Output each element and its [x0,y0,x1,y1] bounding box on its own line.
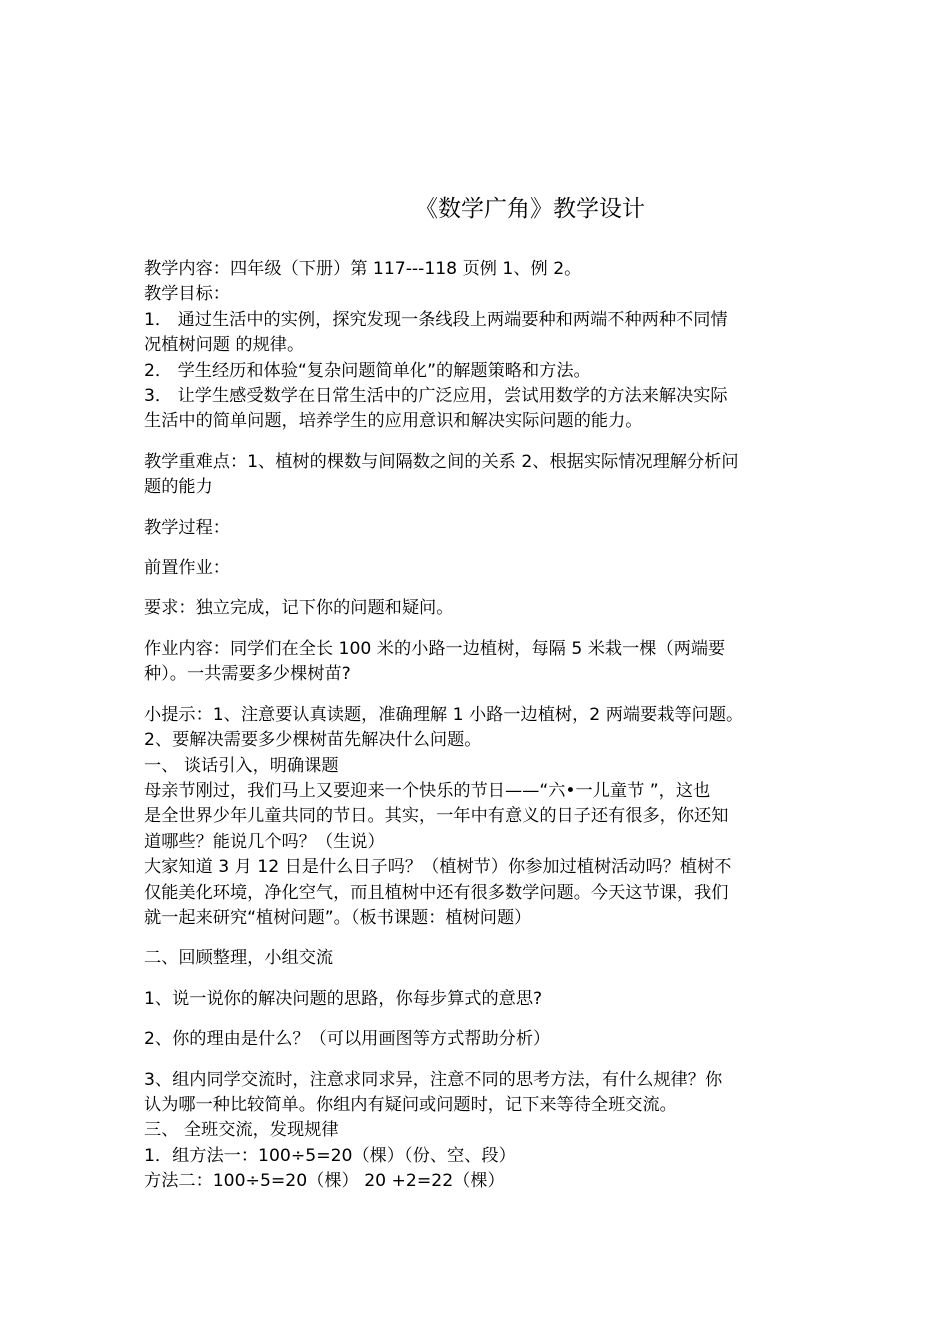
section-1-heading: 一、 谈话引入，明确课题 [144,755,339,776]
goal-1-line-2: 况植树问题 的规律。 [144,335,305,356]
goal-1-line-1: 1． 通过生活中的实例，探究发现一条线段上两端要种和两端不种两种不同情 [144,309,728,330]
requirement-line: 要求：独立完成，记下你的问题和疑问。 [144,598,454,619]
goal-3-line-2: 生活中的简单问题，培养学生的应用意识和解决实际问题的能力。 [144,411,643,432]
section-1-paragraph-1-line-2: 是全世界少年儿童共同的节日。其实，一年中有意义的日子还有很多，你还知 [144,806,729,827]
section-1-paragraph-1-line-3: 道哪些？能说几个吗？（生说） [144,831,385,852]
section-3-heading: 三、 全班交流，发现规律 [144,1120,339,1141]
section-2-heading: 二、回顾整理，小组交流 [144,948,334,969]
homework-line-1: 作业内容：同学们在全长 100 米的小路一边植树，每隔 5 米栽一棵（两端要 [144,638,726,659]
homework-line-2: 种）。一共需要多少棵树苗? [144,664,351,685]
tips-line-1: 小提示：1、注意要认真读题，准确理解 1 小路一边植树，2 两端要栽等问题。 [144,704,744,725]
process-heading: 教学过程： [144,517,230,538]
section-1-paragraph-2-line-1: 大家知道 3 月 12 日是什么日子吗？（植树节）你参加过植树活动吗？植树不 [144,857,732,878]
section-1-paragraph-2-line-2: 仅能美化环境，净化空气，而且植树中还有很多数学问题。今天这节课，我们 [144,882,729,903]
key-points-line-1: 教学重难点：1、植树的棵数与间隔数之间的关系 2、根据实际情况理解分析问 [144,451,739,472]
teaching-goals-heading: 教学目标： [144,284,230,305]
key-points-line-2: 题的能力 [144,477,213,498]
goal-3-line-1: 3． 让学生感受数学在日常生活中的广泛应用，尝试用数学的方法来解决实际 [144,386,728,407]
document-body [144,257,810,1195]
tips-line-2: 2、要解决需要多少棵树苗先解决什么问题。 [144,730,482,751]
prework-heading: 前置作业： [144,558,230,579]
section-2-question-2: 2、你的理由是什么？（可以用画图等方式帮助分析） [144,1029,551,1050]
section-1-paragraph-2-line-3: 就一起来研究“植树问题”。（板书课题：植树问题） [144,907,532,928]
document-title: 《数学广角》教学设计 [415,196,645,222]
section-2-question-3-line-1: 3、组内同学交流时，注意求同求异，注意不同的思考方法，有什么规律？你 [144,1069,723,1090]
teaching-content-line: 教学内容：四年级（下册）第 117---118 页例 1、例 2。 [144,259,582,279]
section-1-paragraph-1-line-1: 母亲节刚过，我们马上又要迎来一个快乐的节日——“六•一儿童节 ”，这也 [144,780,711,801]
section-2-question-1: 1、说一说你的解决问题的思路，你每步算式的意思? [144,988,543,1009]
method-1-line: 1．组方法一：100÷5=20（棵）（份、空、段） [144,1145,516,1166]
method-2-line: 方法二：100÷5=20（棵） 20 +2=22（棵） [144,1171,505,1192]
section-2-question-3-line-2: 认为哪一种比较简单。你组内有疑问或问题时，记下来等待全班交流。 [144,1094,677,1115]
goal-2: 2． 学生经历和体验“复杂问题简单化”的解题策略和方法。 [144,360,591,381]
